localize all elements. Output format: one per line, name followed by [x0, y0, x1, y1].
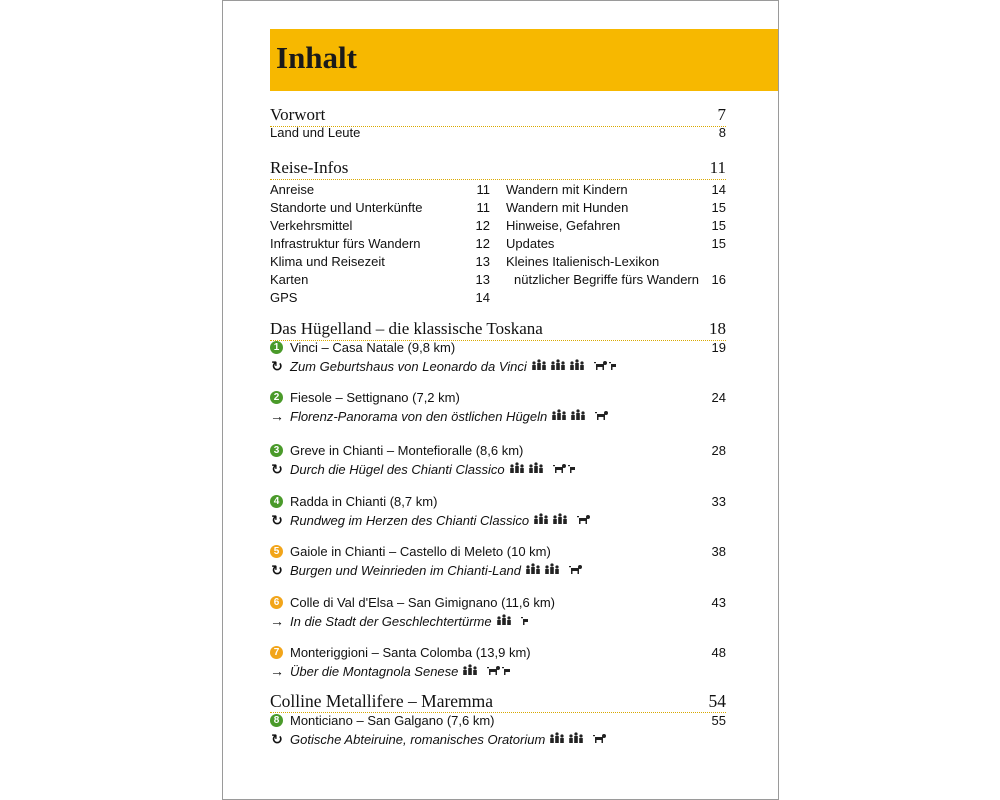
tour-number-badge: 4: [270, 495, 283, 508]
tour-title: Colle di Val d'Elsa – San Gimignano (11,6 km): [290, 595, 556, 610]
tour-number-badge: 3: [270, 444, 283, 457]
toc-entry[interactable]: [270, 272, 490, 288]
entry-page: 13: [475, 254, 490, 269]
tour-title-line: [270, 544, 726, 560]
tour-subtitle: [290, 513, 592, 528]
entry-page: 11: [476, 200, 490, 215]
tour-title-line: [270, 645, 726, 661]
tour-subtitle-line: [270, 732, 726, 748]
toc-entry[interactable]: [270, 182, 490, 198]
tour-number-badge: 7: [270, 646, 283, 659]
tour-subtitle-text: Florenz-Panorama von den östlichen Hügeln: [290, 409, 548, 424]
tour-subtitle-line: [270, 409, 726, 425]
tour-subtitle-line: [270, 359, 726, 375]
dog-suitability-icon: [569, 563, 584, 578]
entry-page: 15: [711, 200, 726, 215]
tour-page: 48: [711, 645, 726, 660]
entry-label: Standorte und Unterkünfte: [270, 200, 423, 215]
route-type-icon: →: [270, 408, 284, 424]
entry-page: 15: [711, 218, 726, 233]
entry-label: Wandern mit Kindern: [506, 182, 628, 197]
tour-title: Gaiole in Chianti – Castello di Meleto (10 km): [290, 544, 551, 559]
tour-title: Greve in Chianti – Montefioralle (8,6 km): [290, 443, 524, 458]
tour-page: 38: [711, 544, 726, 559]
section-page: 54: [708, 691, 726, 711]
tour-subtitle-line: [270, 563, 726, 579]
entry-label: GPS: [270, 290, 298, 305]
dog-suitability-icon: [595, 409, 610, 424]
tour-subtitle-text: Rundweg im Herzen des Chianti Classico: [290, 513, 530, 528]
tour-subtitle-line: [270, 462, 726, 478]
entry-label: Wandern mit Hunden: [506, 200, 629, 215]
family-suitability-icon: [534, 513, 572, 528]
entry-label: Anreise: [270, 182, 315, 197]
entry-label: Klima und Reisezeit: [270, 254, 385, 269]
toc-entry[interactable]: [506, 236, 726, 252]
entry-page: 14: [475, 290, 490, 305]
tour-number-badge: 6: [270, 596, 283, 609]
tour-subtitle: [290, 409, 610, 424]
entry-page: 12: [475, 218, 490, 233]
entry-label: Verkehrsmittel: [270, 218, 353, 233]
tour-number-badge: 5: [270, 545, 283, 558]
entry-page: 16: [711, 272, 726, 287]
entry-label: Land und Leute: [270, 125, 361, 140]
tour-subtitle: [290, 462, 575, 477]
tour-page: 55: [711, 713, 726, 728]
tour-subtitle: [290, 664, 510, 679]
page-title: Inhalt: [276, 40, 357, 75]
tour-subtitle-text: In die Stadt der Geschlechtertürme: [290, 614, 492, 629]
toc-entry[interactable]: [506, 182, 726, 198]
tour-title-line: [270, 443, 726, 459]
toc-entry[interactable]: [270, 218, 490, 234]
entry-label: Karten: [270, 272, 309, 287]
toc-entry-land-und-leute[interactable]: [270, 125, 726, 141]
entry-page: 13: [475, 272, 490, 287]
section-page: 11: [709, 158, 726, 177]
tour-title-line: [270, 713, 726, 729]
tour-title-line: [270, 340, 726, 356]
tour-title: Vinci – Casa Natale (9,8 km): [290, 340, 456, 355]
family-suitability-icon: [497, 614, 516, 629]
tour-page: 33: [711, 494, 726, 509]
tour-subtitle-line: [270, 513, 726, 529]
toc-entry[interactable]: [270, 200, 490, 216]
tour-number-badge: 8: [270, 714, 283, 727]
tour-number-badge: 2: [270, 391, 283, 404]
toc-entry[interactable]: [270, 290, 490, 306]
tour-title: Radda in Chianti (8,7 km): [290, 494, 438, 509]
tour-subtitle: [290, 359, 616, 374]
dog-suitability-icon: [521, 614, 529, 629]
toc-entry[interactable]: [506, 218, 726, 234]
dotted-rule: [270, 179, 726, 180]
entry-page: 11: [476, 182, 490, 197]
section-page: 7: [717, 105, 726, 124]
tour-subtitle-text: Gotische Abteiruine, romanisches Oratorium: [290, 732, 546, 747]
section-page: 18: [709, 319, 726, 338]
toc-entry[interactable]: [506, 272, 726, 288]
tour-subtitle-text: Durch die Hügel des Chianti Classico: [290, 462, 505, 477]
family-suitability-icon: [532, 359, 589, 374]
tour-number-badge: 1: [270, 341, 283, 354]
route-type-icon: ↻: [271, 461, 283, 477]
title-banner: [270, 29, 778, 91]
family-suitability-icon: [552, 409, 590, 424]
tour-title-line: [270, 494, 726, 510]
tour-title: Fiesole – Settignano (7,2 km): [290, 390, 460, 405]
entry-label: Kleines Italienisch-Lexikon: [506, 254, 660, 269]
family-suitability-icon: [550, 732, 588, 747]
tour-subtitle: [290, 732, 608, 747]
tour-page: 43: [711, 595, 726, 610]
entry-page: 14: [711, 182, 726, 197]
book-page: [222, 0, 779, 800]
tour-subtitle-line: [270, 664, 726, 680]
entry-label: Infrastruktur fürs Wandern: [270, 236, 421, 251]
entry-label: nützlicher Begriffe fürs Wandern: [514, 272, 699, 287]
section-title: Reise-Infos: [270, 158, 349, 177]
route-type-icon: ↻: [271, 731, 283, 747]
entry-label: Hinweise, Gefahren: [506, 218, 621, 233]
route-type-icon: ↻: [271, 562, 283, 578]
toc-entry[interactable]: [506, 254, 726, 270]
route-type-icon: →: [270, 613, 284, 629]
entry-page: 12: [475, 236, 490, 251]
entry-label: Updates: [506, 236, 555, 251]
section-title: Colline Metallifere – Maremma: [270, 691, 494, 711]
tour-subtitle: [290, 614, 528, 629]
entry-page: 15: [711, 236, 726, 251]
route-type-icon: →: [270, 663, 284, 679]
route-type-icon: ↻: [271, 358, 283, 374]
tour-title-line: [270, 595, 726, 611]
section-title: Das Hügelland – die klassische Toskana: [270, 319, 543, 338]
tour-title: Monteriggioni – Santa Colomba (13,9 km): [290, 645, 531, 660]
dog-suitability-icon: [487, 664, 510, 679]
toc-entry[interactable]: [270, 236, 490, 252]
tour-page: 19: [711, 340, 726, 355]
family-suitability-icon: [463, 664, 482, 679]
route-type-icon: ↻: [271, 512, 283, 528]
dog-suitability-icon: [553, 462, 576, 477]
tour-title: Monticiano – San Galgano (7,6 km): [290, 713, 495, 728]
dog-suitability-icon: [594, 359, 617, 374]
tour-subtitle-line: [270, 614, 726, 630]
family-suitability-icon: [510, 462, 548, 477]
toc-entry[interactable]: [506, 200, 726, 216]
tour-subtitle: [290, 563, 584, 578]
tour-page: 24: [711, 390, 726, 405]
tour-page: 28: [711, 443, 726, 458]
family-suitability-icon: [526, 563, 564, 578]
toc-entry[interactable]: [270, 254, 490, 270]
section-title: Vorwort: [270, 105, 326, 124]
tour-subtitle-text: Über die Montagnola Senese: [290, 664, 459, 679]
tour-title-line: [270, 390, 726, 406]
entry-page: 8: [718, 125, 726, 140]
dog-suitability-icon: [577, 513, 592, 528]
tour-subtitle-text: Burgen und Weinrieden im Chianti-Land: [290, 563, 522, 578]
tour-subtitle-text: Zum Geburtshaus von Leonardo da Vinci: [290, 359, 527, 374]
dog-suitability-icon: [593, 732, 608, 747]
